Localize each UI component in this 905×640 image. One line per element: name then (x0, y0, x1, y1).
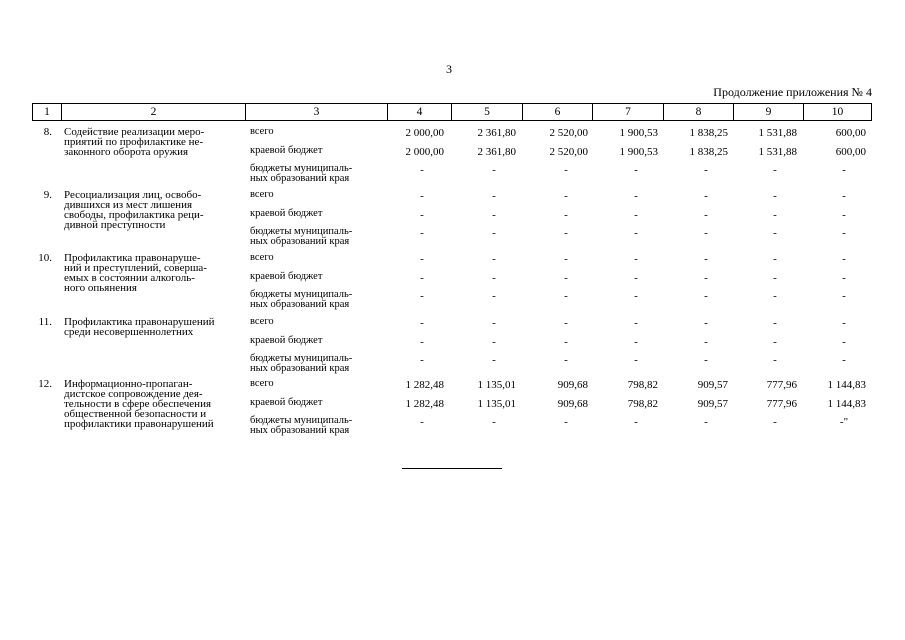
value-cell-col-10: 600,00 (835, 146, 866, 158)
value-cell-col-7: - (634, 354, 638, 366)
value-cell-col-10: - (842, 253, 846, 265)
value-cell-col-8: - (704, 190, 708, 202)
row-title-line: законного оборота оружия (64, 146, 189, 158)
value-cell-col-9: - (773, 209, 777, 221)
value-cell-col-5: 1 135,01 (477, 398, 516, 410)
value-cell-col-9: - (773, 290, 777, 302)
value-cell-col-5: - (492, 190, 496, 202)
value-cell-col-8: 1 838,25 (689, 127, 728, 139)
funding-source (250, 336, 380, 346)
page-number: 3 (446, 62, 452, 76)
value-cell-col-8: - (704, 416, 708, 428)
value-cell-col-7: - (634, 253, 638, 265)
value-cell-col-6: 2 520,00 (549, 127, 588, 139)
value-cell-col-7: - (634, 317, 638, 329)
value-cell-col-10: - (842, 317, 846, 329)
funding-source-line: ных образований края (250, 173, 350, 184)
value-cell-col-7: - (634, 227, 638, 239)
funding-source-line: бюджеты муниципаль- (250, 226, 353, 237)
row-title-line: Информационно-пропаган- (64, 378, 193, 390)
row-title-line: Профилактика правонарушений (64, 316, 215, 328)
value-cell-col-10: - (842, 290, 846, 302)
funding-source (250, 164, 380, 184)
value-cell-col-8: - (704, 317, 708, 329)
row-title-line: приятий по профилактике не- (64, 136, 204, 148)
value-cell-col-4: - (420, 253, 424, 265)
value-cell-col-7: - (634, 272, 638, 284)
row-title-line: Содействие реализации меро- (64, 126, 205, 138)
row-title-line: дившихся из мест лишения (64, 199, 193, 211)
end-line (402, 468, 502, 469)
value-cell-col-5: - (492, 164, 496, 176)
funding-source-line: всего (250, 316, 274, 327)
value-cell-col-9: 1 531,88 (758, 127, 797, 139)
header-cell-9: 9 (733, 104, 803, 120)
funding-source (250, 227, 380, 247)
value-cell-col-4: - (420, 354, 424, 366)
value-cell-col-10: - (842, 209, 846, 221)
value-cell-col-8: 909,57 (697, 398, 728, 410)
row-number: 8. (43, 126, 52, 138)
row-title (64, 127, 240, 157)
row-title-line: общественной безопасности и (64, 408, 207, 420)
header-cell-2: 2 (61, 104, 245, 120)
funding-source (250, 209, 380, 219)
funding-source (250, 398, 380, 408)
table-header-row (32, 103, 872, 121)
value-cell-col-6: 909,68 (557, 379, 588, 391)
value-cell-col-5: - (492, 336, 496, 348)
value-cell-col-5: - (492, 227, 496, 239)
value-cell-col-6: - (564, 164, 568, 176)
value-cell-col-5: 2 361,80 (477, 127, 516, 139)
row-title (64, 379, 240, 429)
value-cell-col-10: -" (839, 416, 849, 428)
value-cell-col-9: - (773, 227, 777, 239)
value-cell-col-5: - (492, 354, 496, 366)
value-cell-col-8: - (704, 227, 708, 239)
funding-source-line: краевой бюджет (250, 271, 323, 282)
row-title (64, 317, 240, 337)
value-cell-col-4: - (420, 416, 424, 428)
value-cell-col-9: - (773, 190, 777, 202)
funding-source-line: всего (250, 378, 274, 389)
value-cell-col-6: - (564, 190, 568, 202)
value-cell-col-8: - (704, 164, 708, 176)
row-title-line: Профилактика правонаруше- (64, 252, 201, 264)
value-cell-col-6: - (564, 317, 568, 329)
value-cell-col-4: - (420, 272, 424, 284)
value-cell-col-10: 1 144,83 (827, 398, 866, 410)
value-cell-col-9: - (773, 164, 777, 176)
funding-source (250, 354, 380, 374)
value-cell-col-7: - (634, 336, 638, 348)
header-cell-6: 6 (522, 104, 592, 120)
funding-source (250, 146, 380, 156)
value-cell-col-9: - (773, 253, 777, 265)
row-title-line: среди несовершеннолетних (64, 326, 194, 338)
value-cell-col-6: - (564, 336, 568, 348)
row-title (64, 190, 240, 230)
value-cell-col-9: 777,96 (766, 379, 797, 391)
header-cell-1: 1 (44, 106, 50, 118)
value-cell-col-5: - (492, 290, 496, 302)
row-title (64, 253, 240, 293)
funding-source-line: краевой бюджет (250, 145, 323, 156)
header-cell-4: 4 (387, 104, 451, 120)
funding-source-line: ных образований края (250, 299, 350, 310)
row-title-line: тельности в сфере обеспечения (64, 398, 212, 410)
header-cell-7: 7 (592, 104, 663, 120)
value-cell-col-8: - (704, 253, 708, 265)
value-cell-col-6: - (564, 209, 568, 221)
funding-source-line: ных образований края (250, 363, 350, 374)
continuation-label: Продолжение приложения № 4 (713, 85, 872, 99)
value-cell-col-7: - (634, 164, 638, 176)
value-cell-col-4: - (420, 317, 424, 329)
value-cell-col-9: - (773, 416, 777, 428)
row-title-line: Ресоциализация лиц, освобо- (64, 189, 202, 201)
value-cell-col-7: - (634, 190, 638, 202)
value-cell-col-8: - (704, 290, 708, 302)
value-cell-col-6: - (564, 416, 568, 428)
value-cell-col-5: 1 135,01 (477, 379, 516, 391)
value-cell-col-10: - (842, 354, 846, 366)
value-cell-col-4: 1 282,48 (405, 398, 444, 410)
value-cell-col-5: - (492, 209, 496, 221)
value-cell-col-5: 2 361,80 (477, 146, 516, 158)
funding-source-line: краевой бюджет (250, 397, 323, 408)
value-cell-col-5: - (492, 317, 496, 329)
value-cell-col-4: - (420, 227, 424, 239)
value-cell-col-4: 2 000,00 (405, 127, 444, 139)
row-title-line: дистское сопровождение дея- (64, 388, 203, 400)
funding-source (250, 317, 380, 327)
value-cell-col-4: - (420, 190, 424, 202)
value-cell-col-4: - (420, 290, 424, 302)
value-cell-col-7: - (634, 416, 638, 428)
row-title-line: ний и преступлений, соверша- (64, 262, 207, 274)
row-title-line: ного опьянения (64, 282, 137, 294)
value-cell-col-5: - (492, 416, 496, 428)
value-cell-col-8: - (704, 272, 708, 284)
value-cell-col-4: - (420, 209, 424, 221)
value-cell-col-8: 1 838,25 (689, 146, 728, 158)
funding-source (250, 190, 380, 200)
value-cell-col-6: - (564, 290, 568, 302)
funding-source (250, 272, 380, 282)
value-cell-col-9: - (773, 272, 777, 284)
value-cell-col-4: - (420, 336, 424, 348)
value-cell-col-6: - (564, 227, 568, 239)
row-title-line: свободы, профилактика реци- (64, 209, 204, 221)
value-cell-col-6: 2 520,00 (549, 146, 588, 158)
value-cell-col-10: - (842, 164, 846, 176)
funding-source-line: всего (250, 252, 274, 263)
funding-source (250, 416, 380, 436)
value-cell-col-4: 2 000,00 (405, 146, 444, 158)
funding-source-line: бюджеты муниципаль- (250, 163, 353, 174)
value-cell-col-10: - (842, 227, 846, 239)
row-title-line: емых в состоянии алкоголь- (64, 272, 195, 284)
row-title-line: дивной преступности (64, 219, 166, 231)
value-cell-col-10: - (842, 272, 846, 284)
row-number: 11. (38, 316, 52, 328)
funding-source (250, 379, 380, 389)
value-cell-col-9: - (773, 336, 777, 348)
funding-source-line: ных образований края (250, 236, 350, 247)
value-cell-col-6: - (564, 272, 568, 284)
funding-source-line: всего (250, 189, 274, 200)
value-cell-col-7: 1 900,53 (619, 127, 658, 139)
value-cell-col-7: - (634, 209, 638, 221)
value-cell-col-9: - (773, 317, 777, 329)
funding-source (250, 253, 380, 263)
value-cell-col-9: 777,96 (766, 398, 797, 410)
row-number: 10. (38, 252, 52, 264)
row-number: 12. (38, 378, 52, 390)
value-cell-col-5: - (492, 253, 496, 265)
row-number: 9. (43, 189, 52, 201)
value-cell-col-8: - (704, 354, 708, 366)
value-cell-col-7: - (634, 290, 638, 302)
funding-source-line: бюджеты муниципаль- (250, 353, 353, 364)
value-cell-col-9: - (773, 354, 777, 366)
funding-source-line: бюджеты муниципаль- (250, 289, 353, 300)
funding-source-line: ных образований края (250, 425, 350, 436)
value-cell-col-10: - (842, 190, 846, 202)
funding-source-line: краевой бюджет (250, 335, 323, 346)
value-cell-col-9: 1 531,88 (758, 146, 797, 158)
value-cell-col-6: - (564, 253, 568, 265)
value-cell-col-6: - (564, 354, 568, 366)
value-cell-col-4: - (420, 164, 424, 176)
value-cell-col-7: 798,82 (627, 398, 658, 410)
header-cell-5: 5 (451, 104, 522, 120)
value-cell-col-8: - (704, 336, 708, 348)
header-cell-3: 3 (245, 104, 387, 120)
header-cell-10: 10 (803, 104, 871, 120)
funding-source-line: краевой бюджет (250, 208, 323, 219)
value-cell-col-7: 798,82 (627, 379, 658, 391)
value-cell-col-8: 909,57 (697, 379, 728, 391)
value-cell-col-10: 600,00 (835, 127, 866, 139)
value-cell-col-4: 1 282,48 (405, 379, 444, 391)
value-cell-col-5: - (492, 272, 496, 284)
value-cell-col-7: 1 900,53 (619, 146, 658, 158)
funding-source-line: бюджеты муниципаль- (250, 415, 353, 426)
funding-source (250, 127, 380, 137)
header-cell-8: 8 (663, 104, 733, 120)
value-cell-col-8: - (704, 209, 708, 221)
row-title-line: профилактики правонарушений (64, 418, 214, 430)
funding-source-line: всего (250, 126, 274, 137)
value-cell-col-10: 1 144,83 (827, 379, 866, 391)
value-cell-col-6: 909,68 (557, 398, 588, 410)
funding-source (250, 290, 380, 310)
value-cell-col-10: - (842, 336, 846, 348)
